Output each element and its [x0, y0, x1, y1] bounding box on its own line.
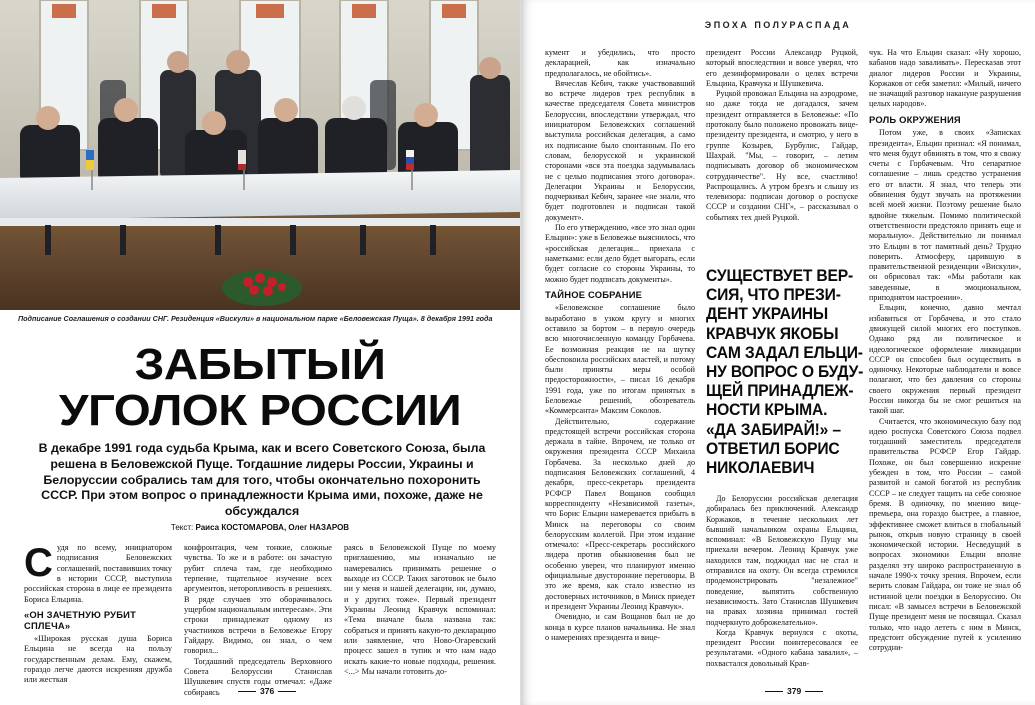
right-column-3	[869, 48, 1021, 678]
section-title: ЭПОХА ПОЛУРАСПАДА	[704, 20, 852, 30]
right-col3-para-1: чук. На что Ельцин сказал: «Ну хорошо, кабанов надо заваливать». Пересказав этот диалог лидеров России и Украины, Коржаков от себя заметил: «Милый, ничего не значащий разговор накануне разрушения целых народов».	[869, 48, 1021, 109]
left-col2-para-1: конфронтация, чем тонкие, сложные чувства. То же и в работе: он зачастую рубит сплеча там, где необходимо терпение, тщательное изучение всех аргументов, неторопливость в решениях. В ряде случаев это оборачивалось ущербом национальным интересам». Эти строки принадлежат одному из участников встречи в Беловежье Егору Гайдару. Видимо, он знал, о чем говорил...	[184, 543, 332, 656]
headline-line-1: ЗАБЫТЫЙ	[134, 340, 386, 389]
pull-quote	[706, 266, 874, 477]
right-column-2-top	[706, 48, 858, 258]
right-col3-para-3: Ельцин, конечно, давно мечтал избавиться от Горбачева, и это стало движущей силой многих его поступков. Однако ряд ли политическое и идеологическое оформление ликвидации СССР он способен был осуществить в одиночку. Некоторые наблюдатели и вовсе полагают, что без давления со стороны своего окружения первый президент России никогда бы не смог решиться на такой шаг.	[869, 303, 1021, 416]
left-col2-para-2: Тогдашний председатель Верховного Совета Белоруссии Станислав Шушкевич спустя годы отмечал: «Даже собираясь	[184, 656, 332, 697]
right-page	[520, 0, 1035, 705]
authors-names: Раиса КОСТОМАРОВА, Олег НАЗАРОВ	[195, 523, 350, 532]
pull-line-2: СИЯ, ЧТО ПРЕЗИ-	[706, 285, 841, 305]
subhead-rol-okruzheniya: РОЛЬ ОКРУЖЕНИЯ	[869, 113, 961, 125]
subhead-rubit-splecha: «ОН ЗАЧЕТНУЮ РУБИТ СПЛЕЧА»	[24, 609, 137, 631]
right-col2-para-1: президент России Александр Руцкой, который впоследствии и вовсе уверял, что его дезинформировали о целях встречи Ельцина, Кравчука и Шушкевича.	[706, 48, 858, 88]
pull-line-6: НУ ВОПРОС О БУДУ-	[706, 362, 864, 382]
signing-photo-illustration	[0, 0, 520, 310]
authors-line	[0, 523, 520, 532]
left-column-1	[24, 541, 172, 685]
right-col3-para-2: Потом уже, в своих «Записках президента», Ельцин признал: «Я понимал, что меня будут обвинять в том, что я свожу счеты с Горбачевым. Что сепаратное соглашение – лишь средство устранения его от власти. Я знал, что теперь эти обвинения будут звучать на протяжении всей моей жизни. Поэтому решение было вдвойне тяжелым. Помимо политической ответственности предстояло принять еще и моральную». Действительно ли понимал это Ельцин в тот памятный день? Трудно поверить. Атмосферу, царившую в правительственной резиденции «Вискули», он обрисовал так: «Мы работали как заведенные, в эмоциональном, приподнятом настроении».	[869, 128, 1021, 303]
pull-line-7: ЩЕЙ ПРИНАДЛЕЖ-	[706, 381, 854, 401]
right-col2-para-4: Когда Кравчук вернулся с охоты, президент России поинтересовался ее результатами. «Одного кабана завалил», – похвастался довольный Крав-	[706, 627, 858, 668]
page-number-right: 379	[761, 686, 827, 696]
pull-line-11: НИКОЛАЕВИЧ	[706, 458, 815, 478]
pull-line-8: НОСТИ КРЫМА.	[706, 400, 828, 420]
subhead-tainoe-sobranie: ТАЙНОЕ СОБРАНИЕ	[545, 288, 643, 300]
photo-caption: Подписание Соглашения о создании СНГ. Резиденция «Вискули» в национальном парке «Беловежская Пуща». 8 декабря 1991 года	[18, 314, 493, 323]
pull-line-10: ОТВЕТИЛ БОРИС	[706, 438, 840, 458]
right-col2-para-2: Руцкой провожал Ельцина на аэродроме, но даже тогда не догадался, зачем президент отправляется в Беловежье: «По протоколу было положено провожать вице-президенту президента, и смотрю, у него в группе Козырев, Бурбулис, Гайдар, Шахрай. "Мы, – говорит, – летим подписывать договор об экономическом сотрудничестве". Ну все, счастливо! Распрощались. А утром брезгь и слышу из телевизора: подписан договор о роспуске СССР и создании СНГ», – рассказывал о событиях тех дней Руцкой.	[706, 89, 858, 222]
right-col1-para-6: Очевидно, и сам Вощанов был не до конца в курсе планов начальника. Не знал о намерениях президента и вице-	[545, 612, 695, 642]
right-col2-para-3: До Белоруссии российская делегация добиралась без приключений. Александр Коржаков, в течение нескольких лет бывший начальником охраны Ельцина, вспоминал: «В Беловежскую Пущу мы приехали вечером. Леонид Кравчук уже находился там, поджидал нас не стал и отправился на охоту. Он всегда стремился продемонстрировать "незалежное" поведение, выпятить собственную независимость. Зато Станислав Шушкевич на правах хозяина принимал гостей подчеркнуто доброжелательно».	[706, 494, 858, 627]
pull-line-9: «ДА ЗАБИРАЙ!» –	[706, 419, 841, 439]
pull-line-1: СУЩЕСТВУЕТ ВЕР-	[706, 266, 854, 285]
right-col1-para-1: кумент и убедились, что просто декларацией, как изначально предполагалось, не обойтись».	[545, 48, 695, 78]
left-column-3	[344, 543, 496, 677]
right-col1-para-3: По его утверждению, «все это знал один Ельцин»: уже в Беловежье выяснилось, что «российская делегация... приехала с наметками: если дело будет выгорать, если будет согласие со стороны Украины, то можно будет подписать документы».	[545, 223, 695, 284]
drop-cap: С	[24, 541, 53, 585]
right-col3-para-4: Считается, что экономическую базу под идею роспуска Советского Союза подвел тогдашний заместитель председателя правительства РСФСР Егор Гайдар. Похоже, он был совершенно искренне убежден в том, что России – самой развитой и самой богатой из республик СССР – не следует тащить на себе союзное бремя. В одиночку, по мнению вице-премьера, она гораздо быстрее, а главное, эффективнее сможет влиться в глобальный рынок, открыв новую страницу в своей экономической истории. Несведущий в вопросах экономики Ельцин вполне разделял эту широко распространенную в начале 1990-х точку зрения. Впрочем, если верить словам Гайдара, он тоже не знал об истинной цели поездки в Белоруссию. Он писал: «В замысел встречи в Беловежской Пуще президент меня не посвящал. Сказал только, что надо лететь с ним в Минск, предстоит обсуждение путей к усилению сотрудни-	[869, 416, 1021, 653]
pull-line-4: КРАВЧУК ЯКОБЫ	[706, 323, 839, 343]
left-col1-para-2: «Широкая русская душа Бориса Ельцина не всегда на пользу государственным делам. Ему, скажем, гораздо легче даются искренняя дружба или жесткая	[24, 634, 172, 685]
pull-line-5: САМ ЗАДАЛ ЕЛЬЦИ-	[706, 342, 863, 362]
headline-line-2: УГОЛОК РОССИИ	[58, 386, 462, 435]
right-column-2-bottom	[706, 494, 858, 678]
page-number-left: 376	[234, 686, 300, 696]
article-lead: В декабре 1991 года судьба Крыма, как и всего Советского Союза, была решена в Беловежской Пуще. Тогдашние лидеры России, Украины и Белоруссии собрались там для того, чтобы окончательно похоронить СССР. При этом вопрос о принадлежности Крыма ими, похоже, даже не обсуждался	[38, 441, 486, 519]
authors-prefix: Текст:	[170, 523, 196, 532]
right-col1-para-5: Действительно, содержание предстоящей встречи российская сторона держала в тайне. Впрочем, не только от окружения президента СССР Михаила Горбачева. За несколько дней до подписания Беловежских соглашений, 4 декабря, пресс-секретарь президента РСФСР Павел Вощанов сообщил корреспонденту «Независимой газеты», что Борис Ельцин намеревается прибыть в Минск на переговоры со своим белорусским коллегой. При этом издание отмечало: «Пресс-секретарь российского лидера против обыкновения был не особенно уверен, что планируют именно официальные двусторонние переговоры. В это же время, как стало известно из достоверных источников, в Минск приедет и президент Украины Леонид Кравчук».	[545, 416, 695, 611]
left-col1-para-1: удя по всему, инициатором подписания Беловежских соглашений, поставивших точку в истории СССР, выступила российская сторона в лице ее президента Бориса Ельцина.	[24, 543, 172, 604]
article-headline	[0, 342, 520, 434]
pull-line-3: ДЕНТ УКРАИНЫ	[706, 304, 829, 324]
right-col1-para-2: Вячеслав Кебич, также участвовавший во встрече лидеров трех республик в качестве председателя Совета министров Белоруссии, впоследствии утверждал, что инициатором Беловежских соглашений выступила российская делегация, а само их подписание было спонтанным. По его словам, белорусской и украинской сторонами «вся эта поездка задумывалась не с целью подписания этого договора». Делегации Украины и Белоруссии, подчеркивал Кебич, заранее «не знали, что будет подготовлен и подписан такой документ».	[545, 78, 695, 222]
left-col3-para-1: раясь в Беловежской Пуще по моему приглашению, мы изначально не намеревались принимать решение о выходе из СССР. Таких заготовок не было ни у меня и нашей делегации, ни, думаю, и у других тоже». Первый президент Украины Леонид Кравчук вспоминал: «Тема вначале была названа так: собраться и принять какую-то декларацию или заявление, что Ново-Огаревский процесс зашел в тупик и что нам надо искать какие-то новые подходы, решения. <...> Мы начали готовить до-	[344, 543, 496, 677]
right-col1-para-4: «Беловежское соглашение было выработано в узком кругу и многих оставило за бортом – в первую очередь всю многочисленную команду Горбачева. Ее возможная реакция не на шутку обеспокоила российских властей, и потому были приняты меры особой предосторожности», – писал 16 декабря 1991 года, уже по итогам принятых в Беловежье решений, обозреватель «Коммерсанта» Максим Соколов.	[545, 303, 695, 416]
right-column-1	[545, 48, 695, 678]
signing-photo	[0, 0, 520, 310]
